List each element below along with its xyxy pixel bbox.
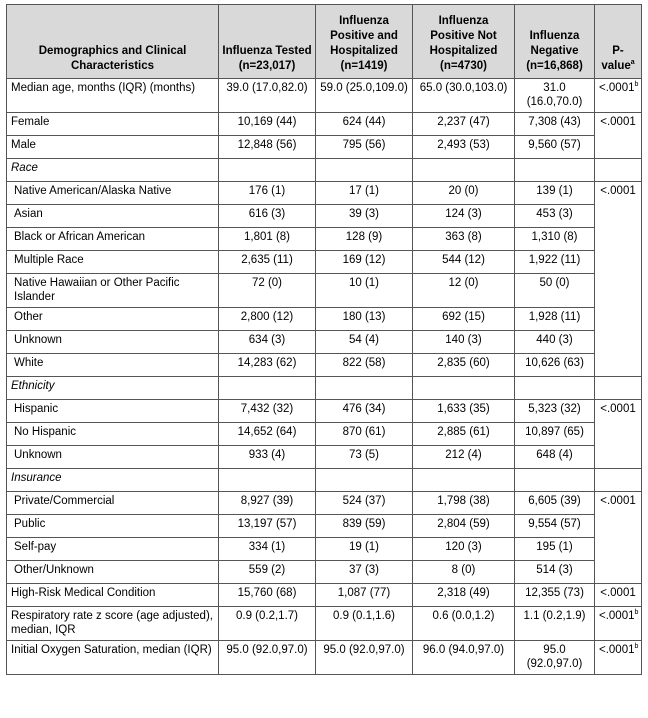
- cell-p-value: [595, 113, 642, 159]
- cell-col4: 12,355 (73): [515, 584, 595, 607]
- cell-col1: 12,848 (56): [219, 136, 316, 159]
- table-row: [7, 182, 642, 205]
- header-positive-hospitalized: Influenza Positive and Hospitalized (n=1419): [316, 5, 413, 79]
- row-label: Initial Oxygen Saturation, median (IQR): [7, 641, 219, 675]
- cell-col3: 544 (12): [413, 251, 515, 274]
- table-row: [7, 308, 642, 331]
- row-label: Male: [7, 136, 219, 159]
- cell-col3: 1,633 (35): [413, 400, 515, 423]
- table-row: [7, 251, 642, 274]
- cell-col2: 795 (56): [316, 136, 413, 159]
- cell-col3: [413, 377, 515, 400]
- row-label: Native Hawaiian or Other Pacific Islander: [7, 274, 219, 308]
- cell-col4: 50 (0): [515, 274, 595, 308]
- cell-col2: [316, 377, 413, 400]
- row-label: Asian: [7, 205, 219, 228]
- table-row: [7, 205, 642, 228]
- cell-col2: 37 (3): [316, 561, 413, 584]
- p-value-footnote: b: [634, 81, 639, 89]
- cell-col2: 59.0 (25.0,109.0): [316, 79, 413, 113]
- cell-p-value: [595, 79, 642, 113]
- table-row: [7, 228, 642, 251]
- row-label: Black or African American: [7, 228, 219, 251]
- cell-col2: 17 (1): [316, 182, 413, 205]
- cell-col3: 2,237 (47): [413, 113, 515, 136]
- cell-p-value: [595, 182, 642, 377]
- row-label: Median age, months (IQR) (months): [7, 79, 219, 113]
- table-row: [7, 446, 642, 469]
- cell-col3: 124 (3): [413, 205, 515, 228]
- table-row: [7, 79, 642, 113]
- p-value-text: <.0001: [600, 185, 636, 197]
- row-label: Female: [7, 113, 219, 136]
- row-label: Respiratory rate z score (age adjusted), median, IQR: [7, 607, 219, 641]
- section-label: Ethnicity: [7, 377, 219, 400]
- cell-p-value-empty: [595, 159, 642, 182]
- row-label: White: [7, 354, 219, 377]
- cell-col1: 559 (2): [219, 561, 316, 584]
- cell-col2: 19 (1): [316, 538, 413, 561]
- cell-col4: 7,308 (43): [515, 113, 595, 136]
- cell-col1: 95.0 (92.0,97.0): [219, 641, 316, 675]
- row-label: Multiple Race: [7, 251, 219, 274]
- cell-col3: 2,318 (49): [413, 584, 515, 607]
- row-label: Native American/Alaska Native: [7, 182, 219, 205]
- cell-col1: 8,927 (39): [219, 492, 316, 515]
- p-value-text: <.0001: [599, 82, 635, 94]
- p-value-text: <.0001: [600, 403, 636, 415]
- cell-col3: [413, 159, 515, 182]
- cell-col2: 10 (1): [316, 274, 413, 308]
- table-row: [7, 561, 642, 584]
- cell-col2: [316, 469, 413, 492]
- cell-col2: 0.9 (0.1,1.6): [316, 607, 413, 641]
- cell-col3: 20 (0): [413, 182, 515, 205]
- cell-col3: [413, 469, 515, 492]
- cell-col1: 176 (1): [219, 182, 316, 205]
- p-value-text: <.0001: [600, 495, 636, 507]
- cell-p-value: [595, 584, 642, 607]
- cell-col3: 140 (3): [413, 331, 515, 354]
- p-value-footnote: b: [634, 643, 639, 651]
- table-row: [7, 423, 642, 446]
- cell-col2: 476 (34): [316, 400, 413, 423]
- cell-col4: 1,310 (8): [515, 228, 595, 251]
- cell-col1: 7,432 (32): [219, 400, 316, 423]
- row-label: Hispanic: [7, 400, 219, 423]
- cell-col4: 5,323 (32): [515, 400, 595, 423]
- section-row: [7, 159, 642, 182]
- row-label: Public: [7, 515, 219, 538]
- cell-col3: 12 (0): [413, 274, 515, 308]
- cell-col3: 2,804 (59): [413, 515, 515, 538]
- cell-col4: 139 (1): [515, 182, 595, 205]
- cell-p-value: [595, 641, 642, 675]
- cell-col1: 334 (1): [219, 538, 316, 561]
- p-value-text: <.0001: [600, 587, 636, 599]
- cell-col1: [219, 377, 316, 400]
- cell-col2: 180 (13): [316, 308, 413, 331]
- cell-col4: [515, 159, 595, 182]
- cell-col2: 39 (3): [316, 205, 413, 228]
- table-header-row: [7, 5, 642, 79]
- cell-col1: 39.0 (17.0,82.0): [219, 79, 316, 113]
- cell-col3: 692 (15): [413, 308, 515, 331]
- cell-col2: 870 (61): [316, 423, 413, 446]
- cell-col4: 1.1 (0.2,1.9): [515, 607, 595, 641]
- table-row: [7, 136, 642, 159]
- p-value-text: <.0001: [600, 116, 636, 128]
- cell-col2: 95.0 (92.0,97.0): [316, 641, 413, 675]
- cell-col2: 169 (12): [316, 251, 413, 274]
- cell-col4: 95.0 (92.0,97.0): [515, 641, 595, 675]
- table-row: [7, 331, 642, 354]
- cell-col1: 933 (4): [219, 446, 316, 469]
- table-row: [7, 400, 642, 423]
- table-row: [7, 641, 642, 675]
- cell-col3: 0.6 (0.0,1.2): [413, 607, 515, 641]
- cell-col4: 514 (3): [515, 561, 595, 584]
- cell-col2: 128 (9): [316, 228, 413, 251]
- row-label: Unknown: [7, 446, 219, 469]
- section-label: Insurance: [7, 469, 219, 492]
- cell-col2: 1,087 (77): [316, 584, 413, 607]
- section-row: [7, 469, 642, 492]
- cell-col2: 839 (59): [316, 515, 413, 538]
- row-label: Other: [7, 308, 219, 331]
- cell-col4: 6,605 (39): [515, 492, 595, 515]
- cell-col4: 9,554 (57): [515, 515, 595, 538]
- cell-col4: 440 (3): [515, 331, 595, 354]
- cell-col4: 9,560 (57): [515, 136, 595, 159]
- cell-col4: 1,922 (11): [515, 251, 595, 274]
- cell-col1: 14,283 (62): [219, 354, 316, 377]
- cell-p-value: [595, 400, 642, 469]
- cell-col2: 524 (37): [316, 492, 413, 515]
- table-row: [7, 584, 642, 607]
- header-influenza-tested: Influenza Tested (n=23,017): [219, 5, 316, 79]
- header-p-value: P-value$^a$: [595, 5, 642, 79]
- cell-col4: 1,928 (11): [515, 308, 595, 331]
- row-label: Other/Unknown: [7, 561, 219, 584]
- section-label: Race: [7, 159, 219, 182]
- cell-col1: 634 (3): [219, 331, 316, 354]
- cell-col1: 10,169 (44): [219, 113, 316, 136]
- p-value-text: <.0001: [599, 644, 635, 656]
- cell-col1: 15,760 (68): [219, 584, 316, 607]
- cell-col1: 616 (3): [219, 205, 316, 228]
- cell-col4: 195 (1): [515, 538, 595, 561]
- header-positive-not-hospitalized: Influenza Positive Not Hospitalized (n=4730): [413, 5, 515, 79]
- cell-col3: 65.0 (30.0,103.0): [413, 79, 515, 113]
- cell-col3: 1,798 (38): [413, 492, 515, 515]
- cell-col1: 2,800 (12): [219, 308, 316, 331]
- row-label: High-Risk Medical Condition: [7, 584, 219, 607]
- cell-col2: 822 (58): [316, 354, 413, 377]
- section-row: [7, 377, 642, 400]
- header-characteristics: Demographics and Clinical Characteristics: [7, 5, 219, 79]
- p-value-footnote: b: [634, 609, 639, 617]
- cell-col2: [316, 159, 413, 182]
- cell-col1: 13,197 (57): [219, 515, 316, 538]
- demographics-table: [6, 4, 642, 675]
- row-label: Unknown: [7, 331, 219, 354]
- cell-col2: 624 (44): [316, 113, 413, 136]
- row-label: Self-pay: [7, 538, 219, 561]
- cell-col1: 2,635 (11): [219, 251, 316, 274]
- cell-col3: 2,835 (60): [413, 354, 515, 377]
- cell-p-value: [595, 607, 642, 641]
- cell-p-value-empty: [595, 377, 642, 400]
- cell-col2: 73 (5): [316, 446, 413, 469]
- cell-col3: 2,493 (53): [413, 136, 515, 159]
- table-row: [7, 492, 642, 515]
- cell-col1: [219, 159, 316, 182]
- table-row: [7, 515, 642, 538]
- cell-col4: 10,626 (63): [515, 354, 595, 377]
- cell-col4: 10,897 (65): [515, 423, 595, 446]
- row-label: No Hispanic: [7, 423, 219, 446]
- cell-col1: [219, 469, 316, 492]
- table-row: [7, 113, 642, 136]
- cell-p-value-empty: [595, 469, 642, 492]
- cell-col4: [515, 377, 595, 400]
- cell-col4: [515, 469, 595, 492]
- cell-col4: 648 (4): [515, 446, 595, 469]
- row-label: Private/Commercial: [7, 492, 219, 515]
- cell-col1: 14,652 (64): [219, 423, 316, 446]
- cell-col1: 72 (0): [219, 274, 316, 308]
- cell-col3: 120 (3): [413, 538, 515, 561]
- table-body: [7, 79, 642, 675]
- table-row: [7, 354, 642, 377]
- cell-p-value: [595, 492, 642, 584]
- p-value-text: <.0001: [599, 610, 635, 622]
- cell-col3: 363 (8): [413, 228, 515, 251]
- cell-col4: 31.0 (16.0,70.0): [515, 79, 595, 113]
- cell-col3: 212 (4): [413, 446, 515, 469]
- cell-col3: 8 (0): [413, 561, 515, 584]
- cell-col1: 0.9 (0.2,1.7): [219, 607, 316, 641]
- cell-col3: 2,885 (61): [413, 423, 515, 446]
- cell-col1: 1,801 (8): [219, 228, 316, 251]
- cell-col3: 96.0 (94.0,97.0): [413, 641, 515, 675]
- table-row: [7, 538, 642, 561]
- table-row: [7, 607, 642, 641]
- cell-col4: 453 (3): [515, 205, 595, 228]
- cell-col2: 54 (4): [316, 331, 413, 354]
- header-influenza-negative: Influenza Negative (n=16,868): [515, 5, 595, 79]
- table-row: [7, 274, 642, 308]
